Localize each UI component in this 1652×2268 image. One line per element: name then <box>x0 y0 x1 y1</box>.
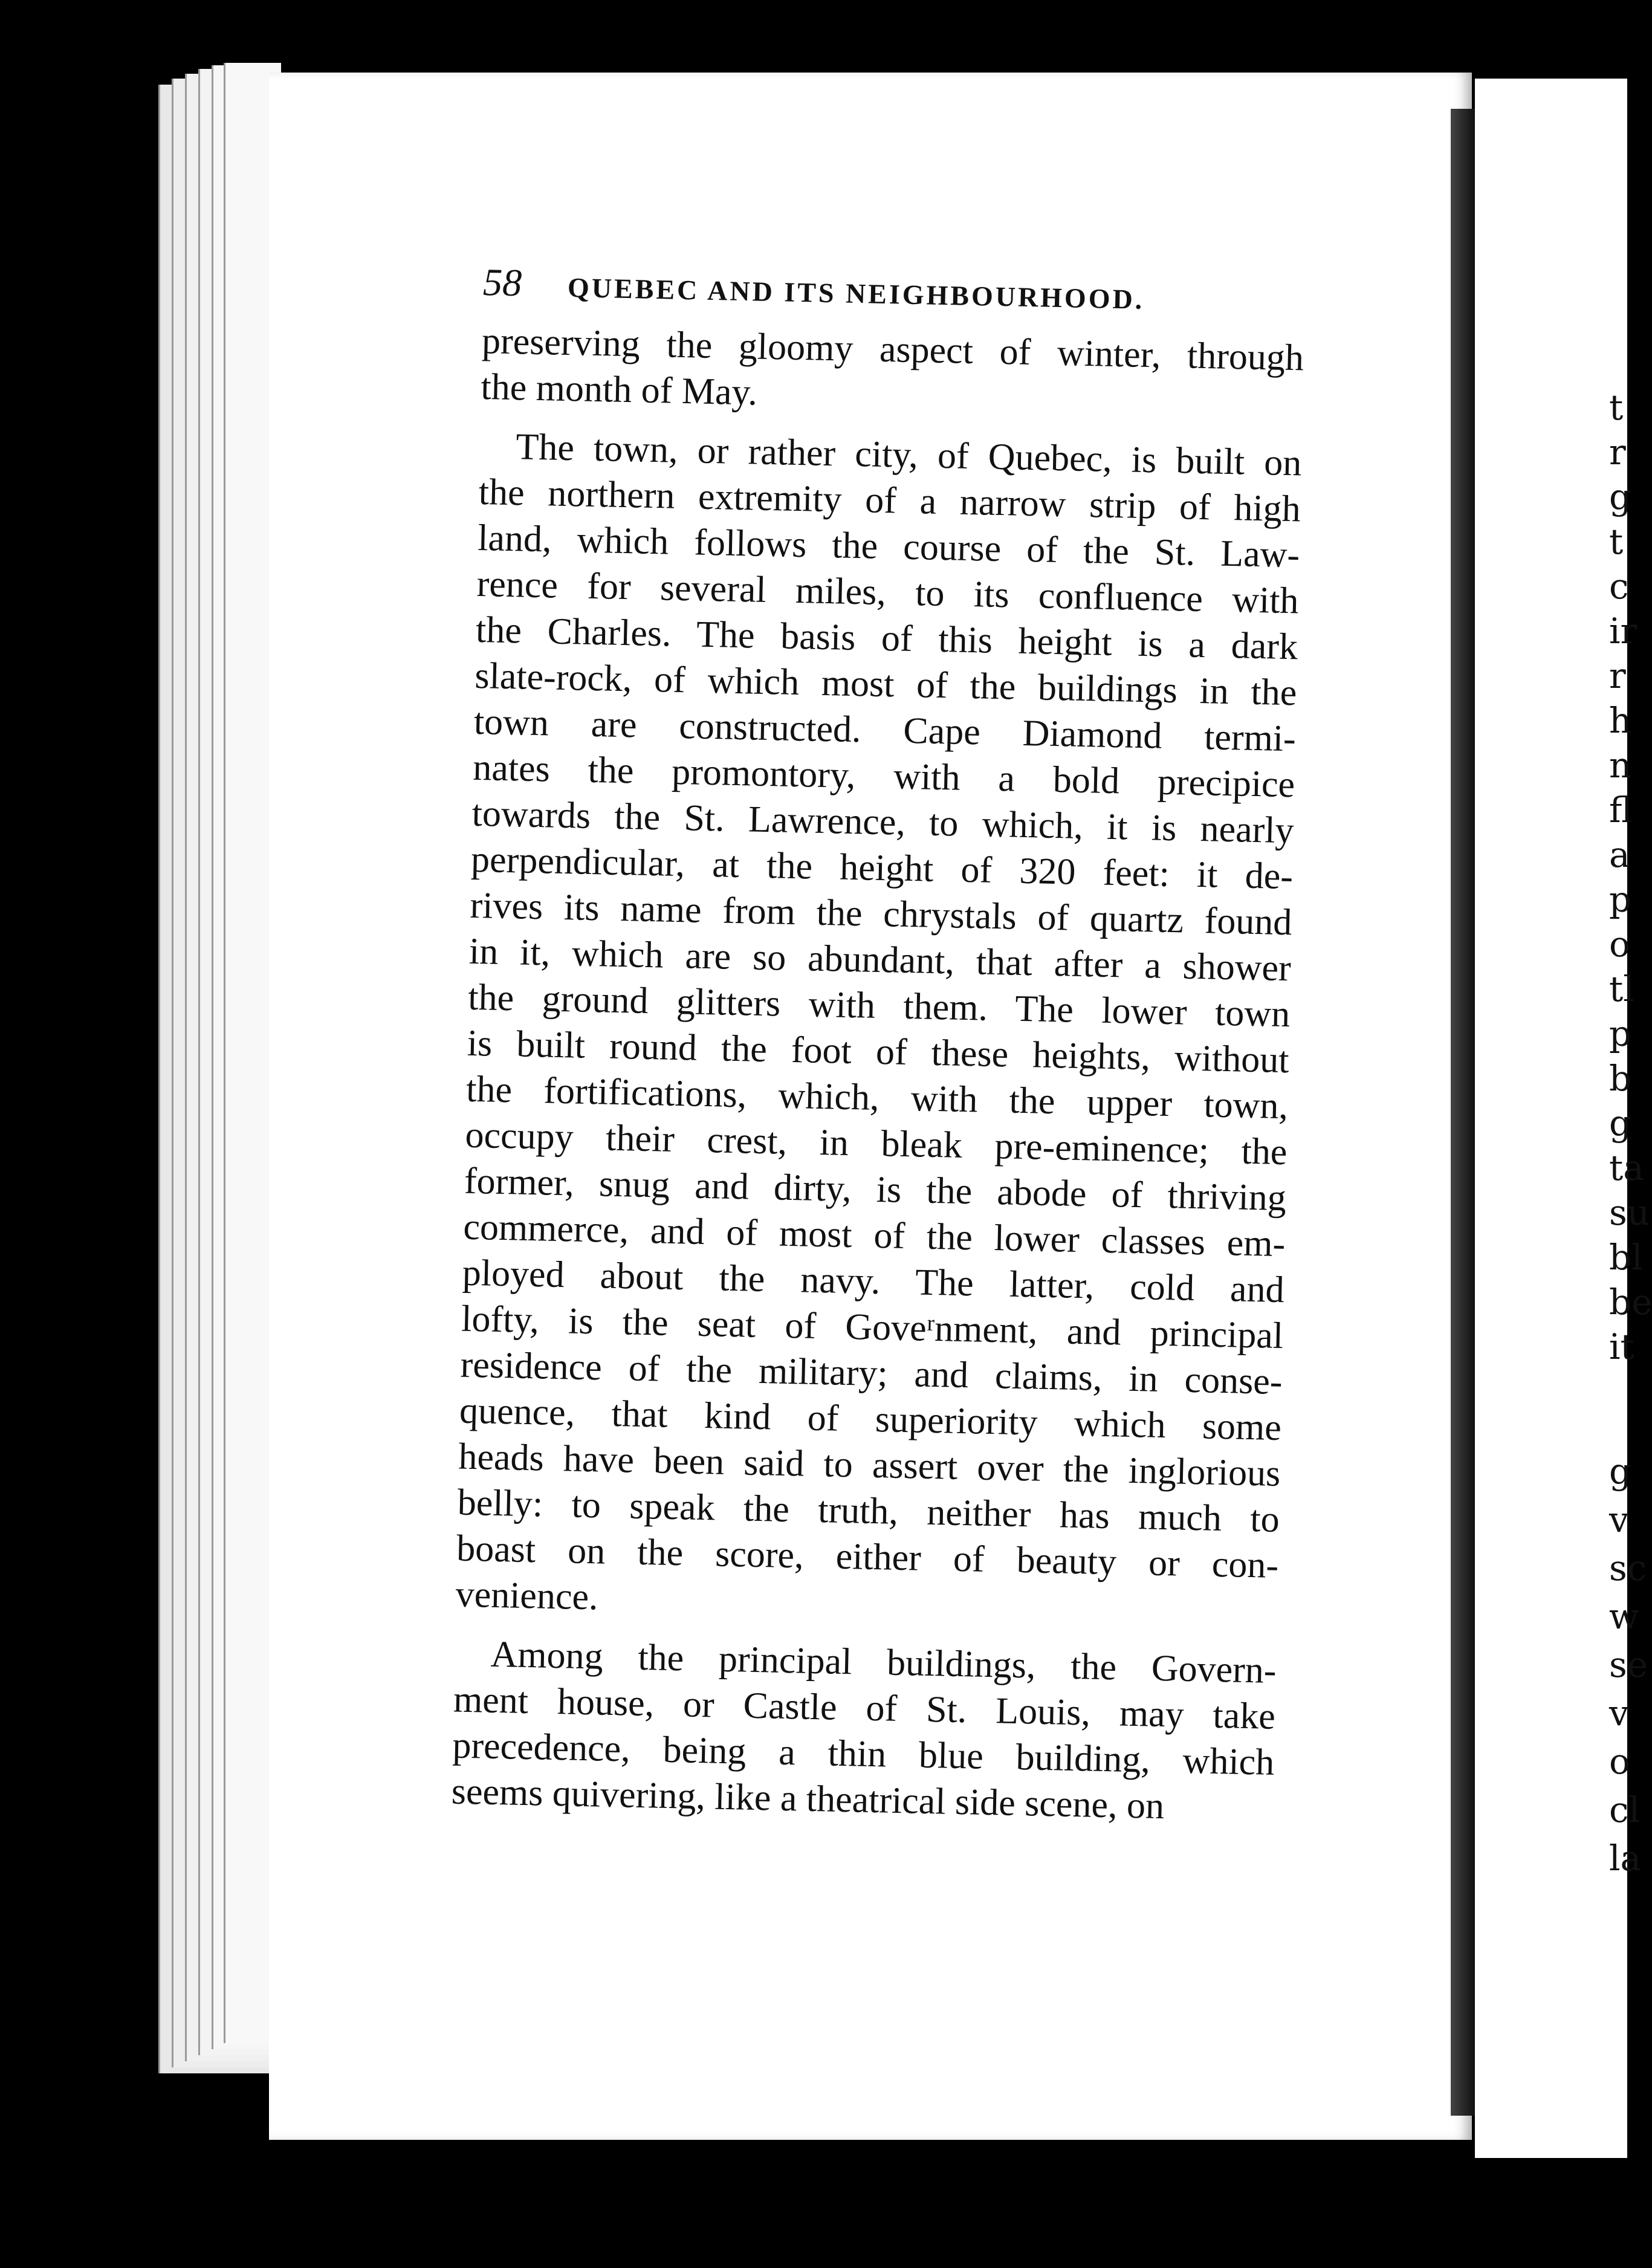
text-line: the Charles. The basis of this height is a dark <box>475 609 1298 668</box>
text-line: venience. <box>455 1573 599 1618</box>
facing-page-fragment: be <box>1609 1281 1652 1323</box>
text-line: precedence, being a thin blue building, which <box>452 1725 1275 1783</box>
facing-page-fragment: ta <box>1609 1147 1644 1188</box>
paragraph <box>455 423 1302 1635</box>
facing-page-fragment: c <box>1609 566 1629 607</box>
facing-page-fragment: o <box>1609 924 1630 965</box>
text-line: boast on the score, either of beauty or con- <box>456 1528 1279 1587</box>
text-line: the ground glitters with them. The lower town <box>467 976 1291 1035</box>
page-number: 58 <box>482 260 522 305</box>
facing-page-fragment: v <box>1609 1499 1629 1540</box>
text-line: the month of May. <box>480 366 758 413</box>
text-line: ment house, or Castle of St. Louis, may take <box>453 1679 1276 1737</box>
facing-page-fragment: n <box>1609 745 1632 786</box>
facing-page-fragment: su <box>1609 1192 1650 1233</box>
text-line: in it, which are so abundant, that after a shower <box>468 930 1292 990</box>
facing-page <box>1475 79 1627 2158</box>
facing-page-fragment: r <box>1609 432 1626 473</box>
text-line: slate-rock, of which most of the buildings in the <box>474 655 1298 714</box>
facing-page-fragment: r <box>1609 655 1626 696</box>
text-line: the northern extremity of a narrow strip of high <box>478 471 1301 530</box>
facing-page-fragment: g <box>1609 476 1632 517</box>
text-line: occupy their crest, in bleak pre-eminence; the <box>464 1114 1288 1173</box>
text-line: ployed about the navy. The latter, cold and <box>462 1252 1285 1311</box>
facing-page-fragment: o <box>1609 1741 1630 1782</box>
facing-page-fragment: la <box>1609 1838 1642 1879</box>
facing-page-fragment: v <box>1609 1693 1629 1734</box>
page-text-block <box>451 260 1306 1832</box>
facing-page-fragment: t <box>1609 387 1624 428</box>
text-line: preserving the gloomy aspect of winter, through <box>481 320 1304 379</box>
text-line: commerce, and of most of the lower classes em- <box>462 1206 1286 1265</box>
text-line: rence for several miles, to its confluence with <box>476 563 1300 622</box>
text-line: lofty, is the seat of Goveʳnment, and principal <box>461 1298 1284 1357</box>
facing-page-fragment: bl <box>1609 1237 1643 1278</box>
facing-page-fragment: tl <box>1609 968 1634 1009</box>
paragraph <box>451 1631 1277 1832</box>
facing-page-fragment: w <box>1609 1596 1639 1637</box>
text-line: Among the principal buildings, the Govern- <box>490 1633 1277 1691</box>
text-line: nates the promontory, with a bold precipice <box>472 747 1295 806</box>
text-line: quence, that kind of superiority which some <box>459 1390 1282 1449</box>
facing-page-fragment: p <box>1609 1013 1632 1054</box>
facing-page-fragment: b <box>1609 1058 1632 1099</box>
text-line: heads have been said to assert over the inglorious <box>458 1436 1281 1495</box>
book-page-edges <box>158 60 279 2079</box>
facing-page-fragment: g <box>1609 1103 1632 1144</box>
text-line: seems quivering, like a theatrical side scene, on <box>451 1771 1165 1827</box>
facing-page-fragment: cl <box>1609 1789 1641 1830</box>
body-text <box>451 318 1304 1832</box>
text-line: the fortifications, which, with the upper town, <box>465 1068 1289 1127</box>
facing-page-fragment: ir <box>1609 611 1637 652</box>
facing-page-fragment: t <box>1609 521 1624 562</box>
text-line: former, snug and dirty, is the abode of thriving <box>464 1160 1287 1219</box>
paragraph <box>481 318 1304 427</box>
text-line: land, which follows the course of the St. Law- <box>477 517 1300 576</box>
book-gutter <box>1451 109 1475 2116</box>
facing-page-fragment: a <box>1609 834 1630 875</box>
running-head-title: QUEBEC AND ITS NEIGHBOURHOOD. <box>567 271 1145 315</box>
facing-page-fragment: p <box>1609 879 1632 920</box>
text-line: residence of the military; and claims, in conse- <box>460 1344 1283 1403</box>
facing-page-fragment: h <box>1609 700 1632 741</box>
text-line: rives its name from the chrystals of quartz found <box>469 884 1293 944</box>
facing-page-fragment: it <box>1609 1326 1634 1367</box>
text-line: is built round the foot of these heights, without <box>467 1022 1290 1081</box>
facing-page-fragment: g <box>1609 1451 1632 1492</box>
facing-page-fragment: sc <box>1609 1547 1647 1589</box>
text-line: town are constructed. Cape Diamond termi- <box>473 701 1297 760</box>
facing-page-fragment: fl <box>1609 789 1633 831</box>
text-line: towards the St. Lawrence, to which, it is nearly <box>471 792 1295 852</box>
text-line: perpendicular, at the height of 320 feet: it de- <box>470 838 1294 898</box>
text-line: belly: to speak the truth, neither has much to <box>457 1482 1280 1541</box>
text-line: The town, or rather city, of Quebec, is built on <box>515 426 1302 484</box>
facing-page-fragment: se <box>1609 1644 1648 1685</box>
